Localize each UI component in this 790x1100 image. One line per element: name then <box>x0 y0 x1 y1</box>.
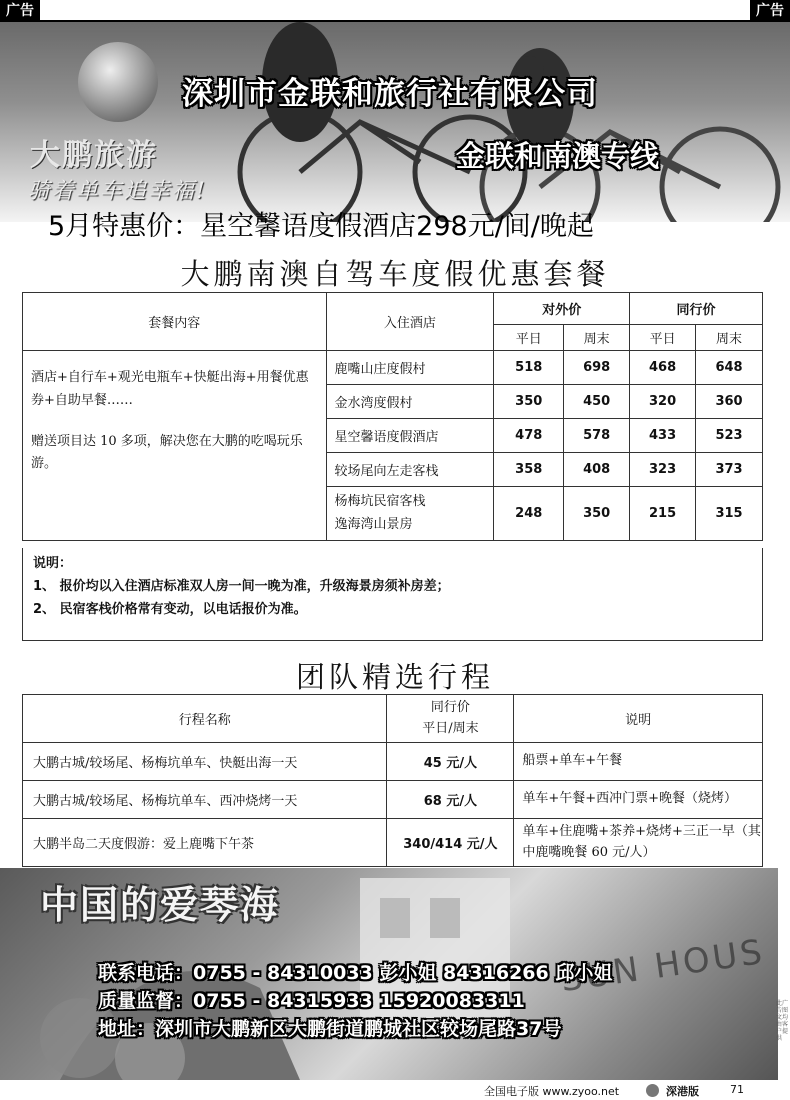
price-cell: 315 <box>696 487 763 541</box>
hotel-name-cell <box>326 487 494 541</box>
header-weekend: 周末 <box>696 325 763 351</box>
group-tour-title: 团队精选行程 <box>295 660 494 694</box>
route-price: 340/414 元/人 <box>387 819 514 867</box>
newspaper-emblem-icon <box>646 1084 659 1097</box>
slogan: 骑着单车追幸福! <box>28 179 207 204</box>
header-weekend: 周末 <box>564 325 630 351</box>
price-cell: 523 <box>696 419 763 453</box>
header-peer-price: 同行价 <box>430 699 470 715</box>
logo-emblem <box>78 42 158 122</box>
header-content: 套餐内容 <box>23 293 327 351</box>
price-cell: 350 <box>494 385 564 419</box>
ad-label-right: 广告 <box>750 0 790 22</box>
hotel-name: 金水湾度假村 <box>326 385 494 419</box>
price-cell: 478 <box>494 419 564 453</box>
header-price-sub: 平日/周末 <box>422 720 479 736</box>
header-description: 说明 <box>514 695 763 743</box>
header-weekday: 平日 <box>630 325 696 351</box>
route-name: 大鹏古城/较场尾、杨梅坑单车、快艇出海一天 <box>23 743 387 781</box>
route-price: 68 元/人 <box>387 781 514 819</box>
page-footer <box>0 1083 790 1100</box>
route-name: 大鹏古城/较场尾、杨梅坑单车、西冲烧烤一天 <box>23 781 387 819</box>
hotel-name: 鹿嘴山庄度假村 <box>326 351 494 385</box>
address: 地址：深圳市大鹏新区大鹏街道鹏城社区较场尾路37号 <box>98 1018 562 1040</box>
price-cell: 248 <box>494 487 564 541</box>
contact-phone: 联系电话：0755 - 84310033 彭小姐 84316266 邱小姐 <box>98 962 613 984</box>
price-cell: 518 <box>494 351 564 385</box>
hotel-name: 较场尾向左走客栈 <box>326 453 494 487</box>
bottom-title: 中国的爱琴海 <box>40 883 281 927</box>
sun-house-sign: SUN HOUS <box>558 931 768 1001</box>
hotel-name: 杨梅坑民宿客栈 <box>334 493 426 509</box>
hero-banner <box>0 22 790 222</box>
hotel-name: 星空馨语度假酒店 <box>326 419 494 453</box>
price-cell: 350 <box>564 487 630 541</box>
route-note: 船票+单车+午餐 <box>514 743 763 781</box>
price-cell: 408 <box>564 453 630 487</box>
table-row <box>23 351 763 385</box>
table-row <box>23 743 763 781</box>
company-name: 深圳市金联和旅行社有限公司 <box>182 76 598 112</box>
package-title: 大鹏南澳自驾车度假优惠套餐 <box>180 257 610 291</box>
line-name: 金联和南澳专线 <box>456 139 660 173</box>
package-content-cell <box>23 351 327 541</box>
route-name: 大鹏半岛二天度假游：爱上鹿嘴下午茶 <box>23 819 387 867</box>
header-route-name: 行程名称 <box>23 695 387 743</box>
side-note: 此广告图文均由客户提供 <box>776 1000 789 1042</box>
price-cell: 360 <box>696 385 763 419</box>
header-peer-price-cell <box>387 695 514 743</box>
bottom-photo-banner <box>0 868 778 1080</box>
table-row <box>23 781 763 819</box>
notes-item: 2、 民宿客栈价格常有变动，以电话报价为准。 <box>33 602 307 617</box>
table-row <box>23 819 763 867</box>
package-table <box>22 292 763 541</box>
footer-edition: 深港版 <box>666 1085 699 1098</box>
notes-title: 说明： <box>33 556 73 571</box>
footer-site: 全国电子版 www.zyoo.net <box>484 1085 620 1098</box>
header-hotel: 入住酒店 <box>326 293 494 351</box>
group-tour-table <box>22 694 763 867</box>
route-note: 单车+午餐+西冲门票+晚餐（烧烤） <box>514 781 763 819</box>
page-number: 71 <box>730 1083 744 1096</box>
ad-label-left: 广告 <box>0 0 40 22</box>
route-price: 45 元/人 <box>387 743 514 781</box>
notes-item: 1、 报价均以入住酒店标准双人房一间一晚为准，升级海景房须补房差； <box>33 579 450 594</box>
header-peer-price: 同行价 <box>630 293 763 325</box>
price-cell: 648 <box>696 351 763 385</box>
promo-headline: 5月特惠价：星空馨语度假酒店298元/间/晚起 <box>48 211 594 242</box>
price-cell: 433 <box>630 419 696 453</box>
price-cell: 323 <box>630 453 696 487</box>
price-cell: 578 <box>564 419 630 453</box>
header-weekday: 平日 <box>494 325 564 351</box>
price-cell: 450 <box>564 385 630 419</box>
price-cell: 698 <box>564 351 630 385</box>
header-external-price: 对外价 <box>494 293 630 325</box>
package-bonus-text: 赠送项目达 10 多项，解决您在大鹏的吃喝玩乐游。 <box>31 433 303 472</box>
brand-name: 大鹏旅游 <box>30 138 158 173</box>
notes-box <box>22 548 763 641</box>
price-cell: 468 <box>630 351 696 385</box>
price-cell: 215 <box>630 487 696 541</box>
price-cell: 358 <box>494 453 564 487</box>
price-cell: 373 <box>696 453 763 487</box>
quality-supervision: 质量监督：0755 - 84315933 15920083311 <box>98 990 525 1012</box>
package-content-text: 酒店+自行车+观光电瓶车+快艇出海+用餐优惠券+自助早餐…… <box>31 370 309 408</box>
price-cell: 320 <box>630 385 696 419</box>
route-note: 单车+住鹿嘴+茶养+烧烤+三正一早（其中鹿嘴晚餐 60 元/人） <box>514 819 763 867</box>
hotel-name-secondary: 逸海湾山景房 <box>334 516 413 532</box>
